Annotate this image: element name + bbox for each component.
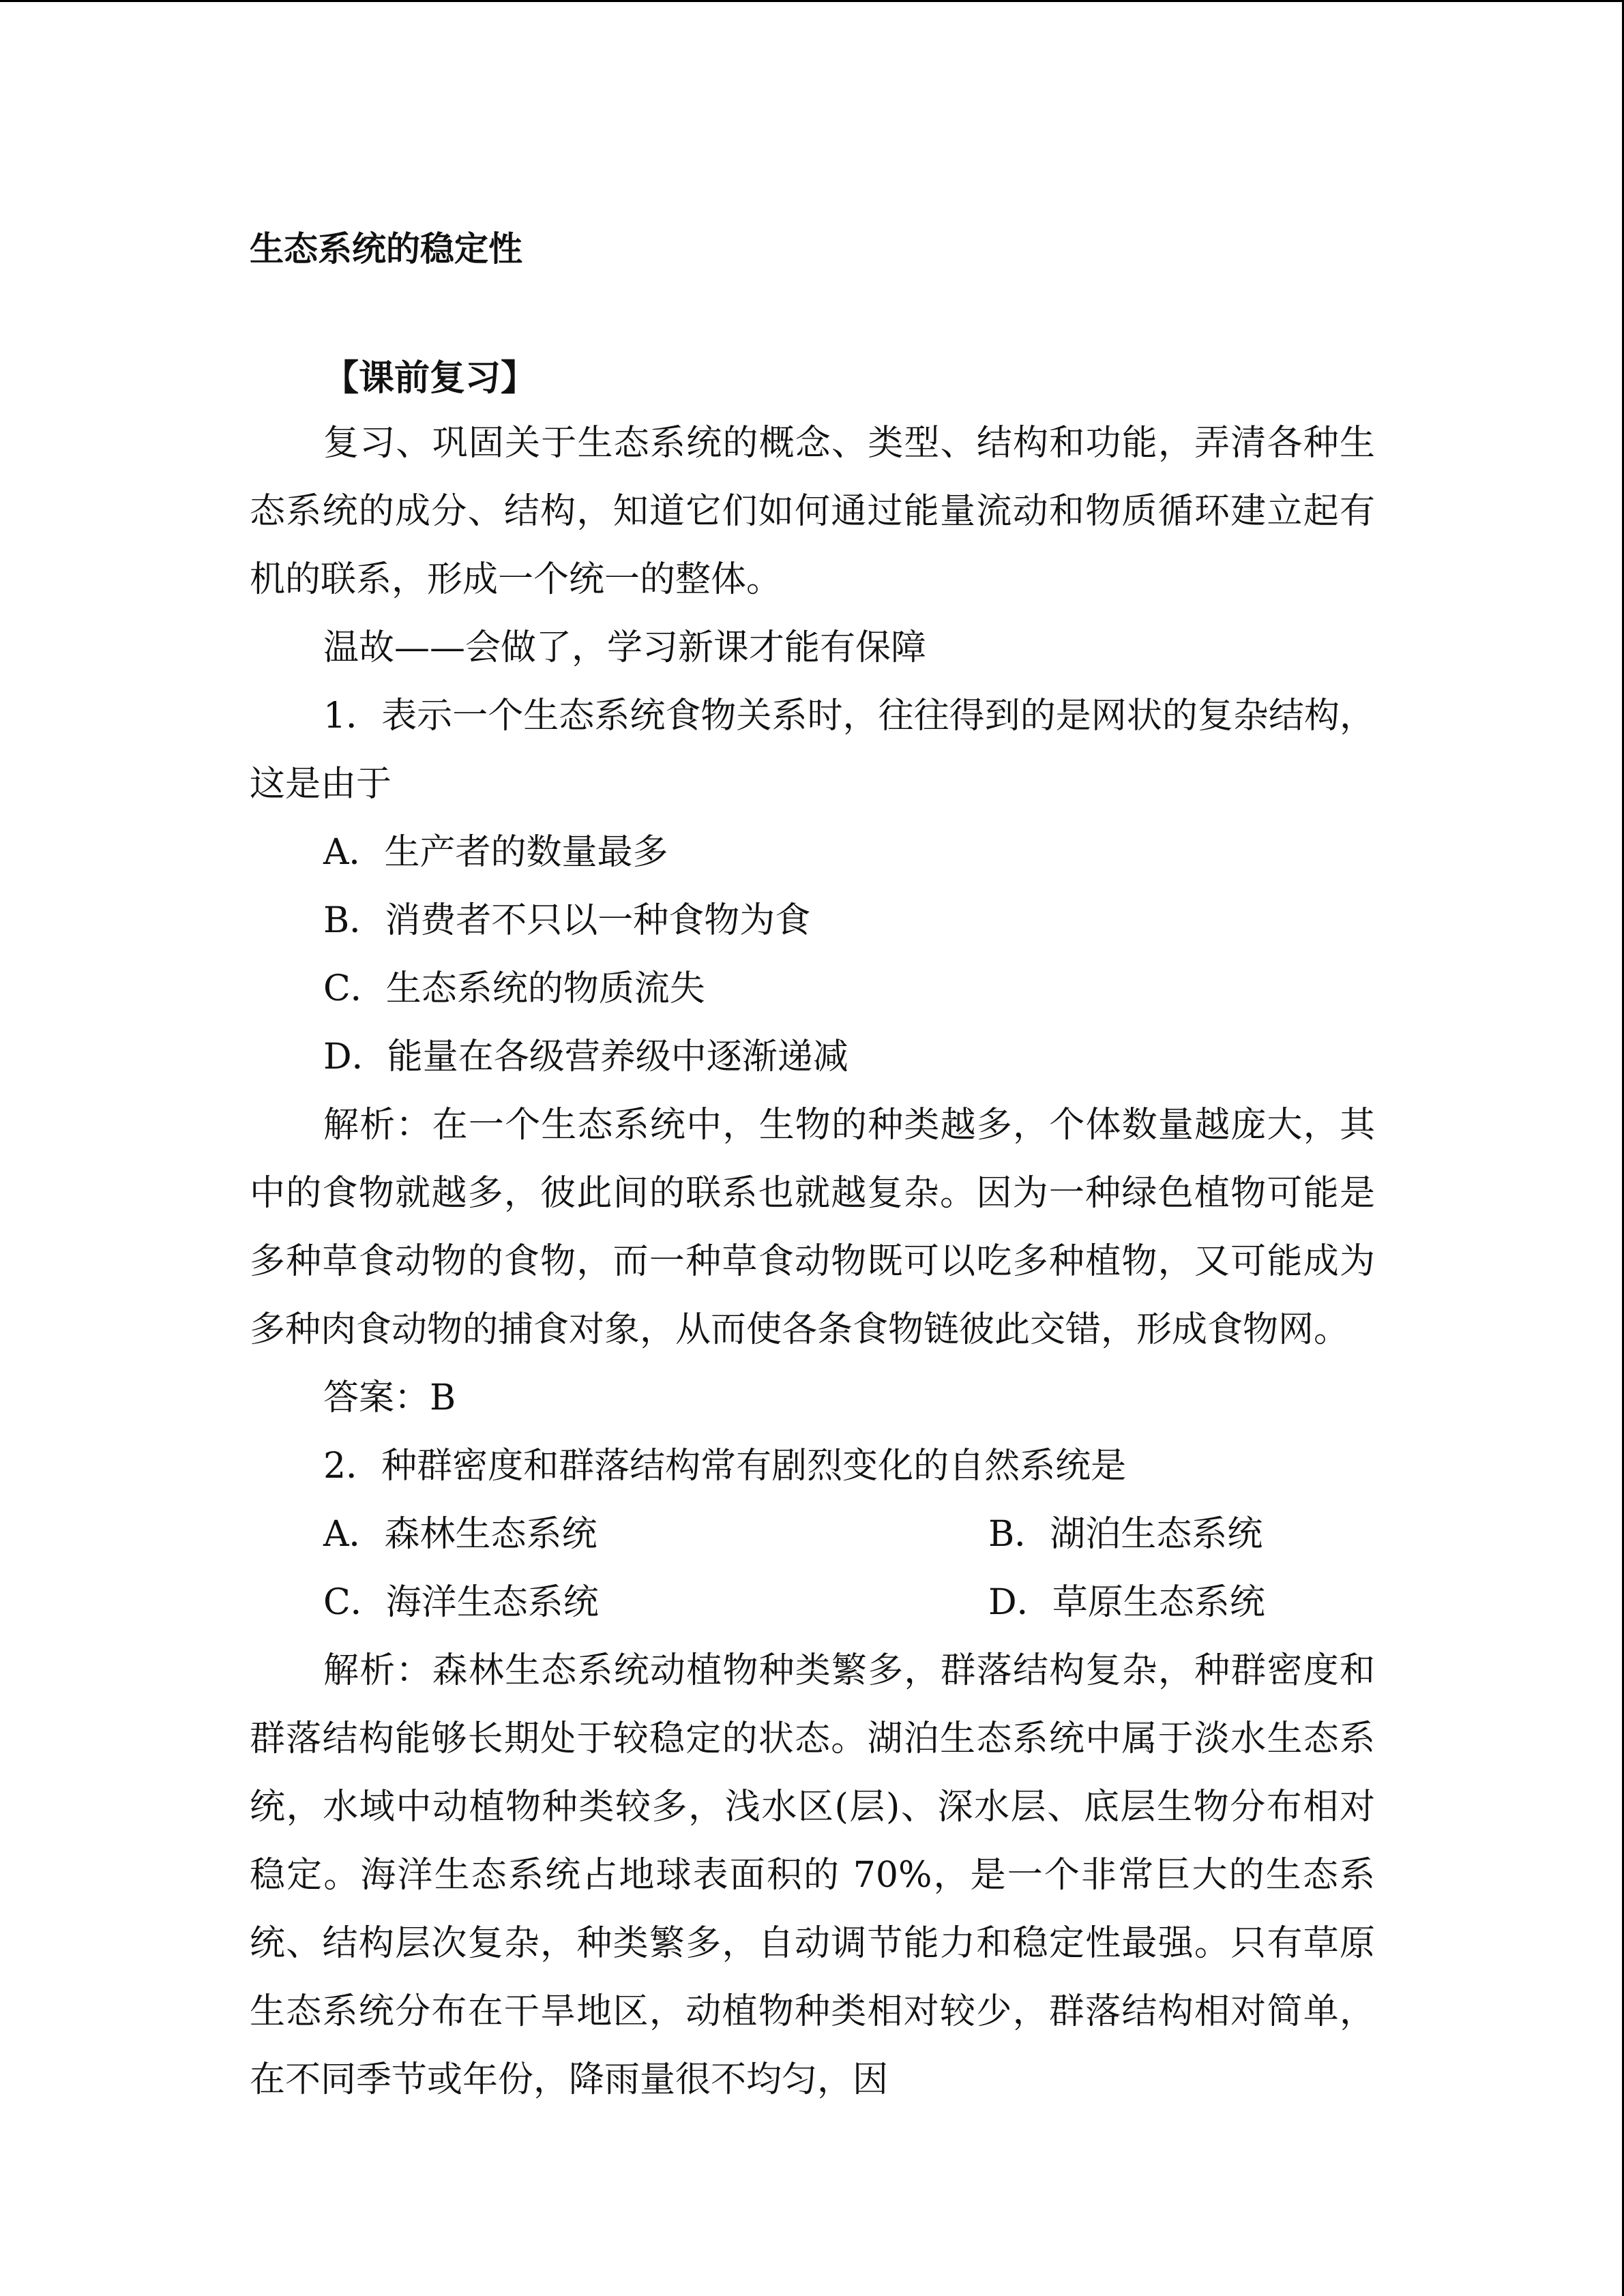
option-d: D．草原生态系统 bbox=[988, 1582, 1265, 1623]
analysis-paragraph: 解析：在一个生态系统中，生物的种类越多，个体数量越庞大，其中的食物就越多，彼此间的联系也就越复杂。因为一种绿色植物可能是多种草食动物的食物，而一种草食动物既可以吃多种植物，又可能成为多种肉食动物的捕食对象，从而使各条食物链彼此交错，形成食物网。 bbox=[250, 1105, 1375, 1350]
document-body bbox=[250, 218, 1375, 2114]
section-heading: 【课前复习】 bbox=[323, 357, 537, 399]
answer-line: 答案：B bbox=[323, 1377, 456, 1418]
option-b: B．消费者不只以一种食物为食 bbox=[323, 900, 811, 941]
page-title: 生态系统的稳定性 bbox=[250, 228, 522, 269]
question-2 bbox=[250, 1432, 1375, 2114]
option-c: C．生态系统的物质流失 bbox=[323, 968, 705, 1009]
question-stem: 2．种群密度和群落结构常有剧烈变化的自然系统是 bbox=[323, 1446, 1127, 1487]
option-a: A．生产者的数量最多 bbox=[323, 832, 668, 873]
question-1 bbox=[250, 682, 1375, 1432]
page-border-top bbox=[0, 0, 1624, 2]
question-stem: 1．表示一个生态系统食物关系时，往往得到的是网状的复杂结构，这是由于 bbox=[250, 696, 1375, 805]
option-d: D．能量在各级营养级中逐渐递减 bbox=[323, 1037, 848, 1077]
intro-paragraph: 复习、巩固关于生态系统的概念、类型、结构和功能，弄清各种生态系统的成分、结构，知道它们如何通过能量流动和物质循环建立起有机的联系，形成一个统一的整体。 bbox=[250, 423, 1375, 600]
options-grid bbox=[250, 1500, 1375, 1637]
analysis-paragraph: 解析：森林生态系统动植物种类繁多，群落结构复杂，种群密度和群落结构能够长期处于较稳定的状态。湖泊生态系统中属于淡水生态系统，水域中动植物种类较多，浅水区(层)、深水层、底层生物分布相对稳定。海洋生态系统占地球表面积的 70%，是一个非常巨大的生态系统、结构层次复杂，种类繁多，自动调节能力和稳定性最强。只有草原生态系统分布在干旱地区，动植物种类相对较少，群落结构相对简单，在不同季节或年份，降雨量很不均匀，因 bbox=[250, 1650, 1375, 2100]
option-c: C．海洋生态系统 bbox=[323, 1582, 599, 1623]
option-b: B．湖泊生态系统 bbox=[988, 1514, 1263, 1555]
option-a: A．森林生态系统 bbox=[323, 1514, 597, 1555]
review-line: 温故——会做了，学习新课才能有保障 bbox=[323, 627, 927, 668]
